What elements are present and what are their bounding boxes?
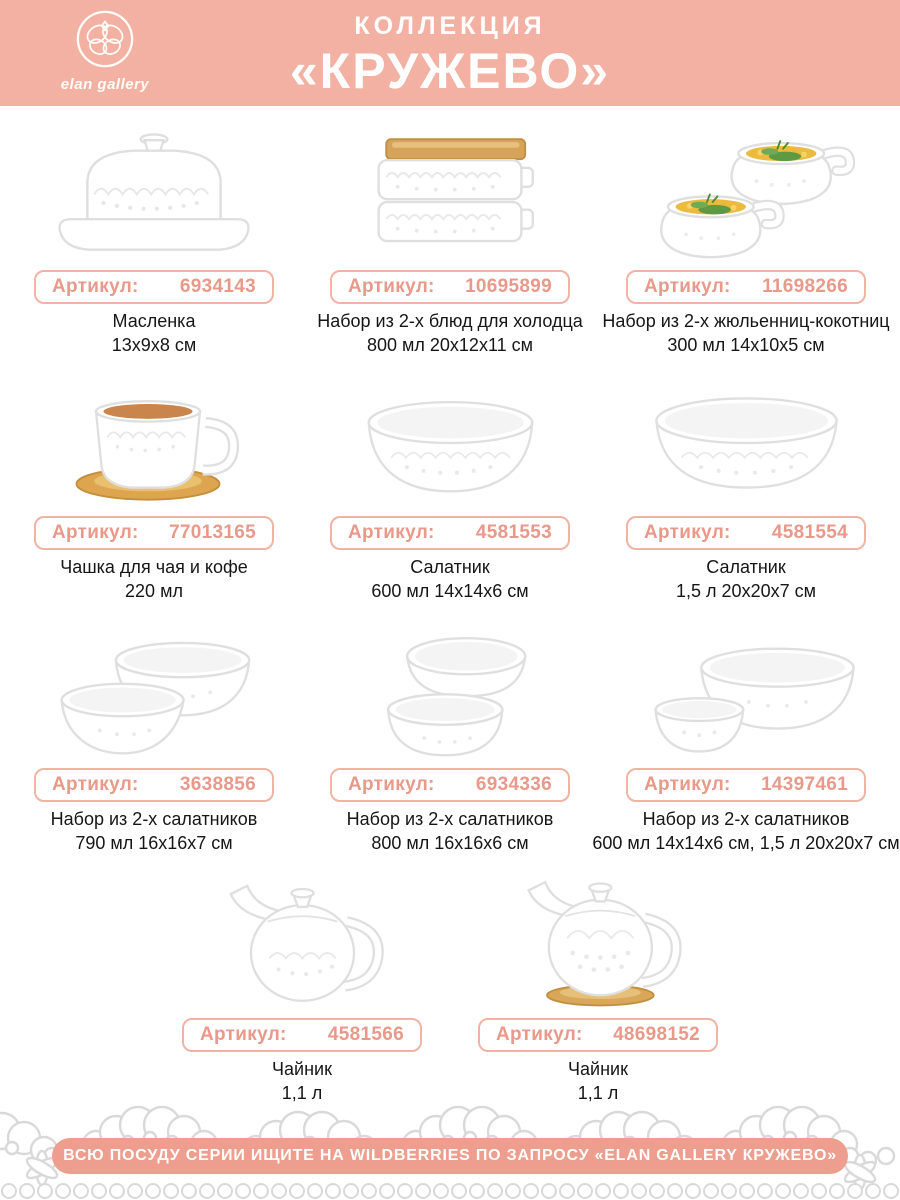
- butter-dish-illustration: [34, 124, 274, 262]
- product-image: [180, 866, 425, 1010]
- stacked-dishes-illustration: [330, 124, 570, 262]
- product-name: Набор из 2-х салатников: [642, 809, 850, 829]
- product-card: [302, 616, 598, 854]
- article-badge: [330, 768, 570, 802]
- article-label: Артикул:: [644, 774, 731, 795]
- article-label: Артикул:: [348, 276, 435, 297]
- article-number: 6934336: [475, 774, 552, 795]
- product-size: 13x9x8 см: [111, 335, 197, 355]
- product-size: 300 мл 14x10x5 см: [667, 335, 825, 355]
- footer: [0, 1098, 900, 1200]
- product-name: Чайник: [568, 1059, 628, 1079]
- product-image: [37, 372, 272, 508]
- product-image: [330, 116, 570, 262]
- bowl-set-illustration: [34, 622, 274, 760]
- article-label: Артикул:: [496, 1024, 583, 1045]
- product-size: 800 мл 16x16x6 см: [371, 833, 529, 853]
- product-size: 600 мл 14x14x6 см, 1,5 л 20x20x7 см: [592, 833, 900, 853]
- article-label: Артикул:: [52, 522, 139, 543]
- article-number: 10695899: [465, 276, 552, 297]
- product-name: Салатник: [706, 557, 786, 577]
- article-label: Артикул:: [348, 774, 435, 795]
- product-image: [330, 616, 570, 760]
- cup-saucer-illustration: [37, 378, 272, 508]
- article-badge: [330, 270, 570, 304]
- collection-title: «КРУЖЕВО»: [289, 43, 611, 99]
- product-card: [6, 116, 302, 356]
- article-number: 6934143: [179, 276, 256, 297]
- product-image: [476, 866, 721, 1010]
- product-card: [6, 616, 302, 854]
- article-badge: [626, 516, 866, 550]
- article-badge: [330, 516, 570, 550]
- product-card: [598, 372, 894, 602]
- footer-banner: ВСЮ ПОСУДУ СЕРИИ ИЩИТЕ НА WILDBERRIES ПО ЗАПРОСУ «ELAN GALLERY КРУЖЕВО»: [52, 1138, 848, 1174]
- product-name: Набор из 2-х салатников: [50, 809, 258, 829]
- product-card: [592, 616, 900, 854]
- teapot-trivet-illustration: [476, 872, 721, 1010]
- product-card: [154, 866, 450, 1104]
- product-image: [34, 616, 274, 760]
- cocotte-set-illustration: [626, 124, 866, 262]
- product-card: [302, 372, 598, 602]
- product-row-3: [0, 616, 900, 854]
- article-number: 48698152: [613, 1024, 700, 1045]
- article-label: Артикул:: [52, 276, 139, 297]
- salad-bowl-large-illustration: [629, 378, 864, 508]
- product-image: [629, 372, 864, 508]
- article-badge: [182, 1018, 422, 1052]
- product-card: [598, 116, 894, 356]
- article-badge: [626, 270, 866, 304]
- article-number: 3638856: [179, 774, 256, 795]
- product-row-2: [0, 372, 900, 602]
- brand-logo: [50, 8, 160, 93]
- article-badge: [34, 516, 274, 550]
- article-number: 4581553: [475, 522, 552, 543]
- article-number: 77013165: [169, 522, 256, 543]
- product-image: [626, 616, 866, 760]
- product-name: Чайник: [272, 1059, 332, 1079]
- product-name: Набор из 2-х салатников: [346, 809, 554, 829]
- teapot-illustration: [180, 872, 425, 1010]
- brand-name: elan gallery: [60, 76, 150, 93]
- article-label: Артикул:: [200, 1024, 287, 1045]
- product-size: 1,1 л: [577, 1083, 619, 1103]
- bowl-set-illustration: [330, 622, 570, 760]
- product-name: Салатник: [410, 557, 490, 577]
- article-badge: [34, 768, 274, 802]
- product-row-1: [0, 116, 900, 356]
- article-number: 11698266: [762, 276, 848, 297]
- product-name: Масленка: [112, 311, 196, 331]
- product-card: [450, 866, 746, 1104]
- article-number: 14397461: [761, 774, 848, 795]
- article-label: Артикул:: [348, 522, 435, 543]
- article-label: Артикул:: [52, 774, 139, 795]
- product-image: [626, 116, 866, 262]
- salad-bowl-illustration: [333, 378, 568, 508]
- article-number: 4581566: [327, 1024, 404, 1045]
- collection-label: КОЛЛЕКЦИЯ: [354, 12, 546, 40]
- article-label: Артикул:: [644, 276, 731, 297]
- product-card: [6, 372, 302, 602]
- product-size: 1,5 л 20x20x7 см: [676, 581, 816, 601]
- product-image: [333, 372, 568, 508]
- product-size: 600 мл 14x14x6 см: [371, 581, 529, 601]
- product-name: Чашка для чая и кофе: [60, 557, 248, 577]
- article-badge: [478, 1018, 718, 1052]
- product-card: [302, 116, 598, 356]
- article-number: 4581554: [771, 522, 848, 543]
- bowl-set-illustration: [626, 622, 866, 760]
- product-row-4: [0, 866, 900, 1104]
- article-label: Артикул:: [644, 522, 731, 543]
- header: [0, 0, 900, 106]
- article-badge: [34, 270, 274, 304]
- product-size: 1,1 л: [281, 1083, 323, 1103]
- product-size: 790 мл 16x16x7 см: [75, 833, 233, 853]
- product-name: Набор из 2-х блюд для холодца: [317, 311, 583, 331]
- product-image: [34, 116, 274, 262]
- butterfly-logo-icon: [74, 8, 136, 70]
- product-name: Набор из 2-х жюльенниц-кокотниц: [602, 311, 890, 331]
- product-size: 800 мл 20x12x11 см: [366, 335, 534, 355]
- article-badge: [626, 768, 866, 802]
- product-size: 220 мл: [125, 581, 183, 601]
